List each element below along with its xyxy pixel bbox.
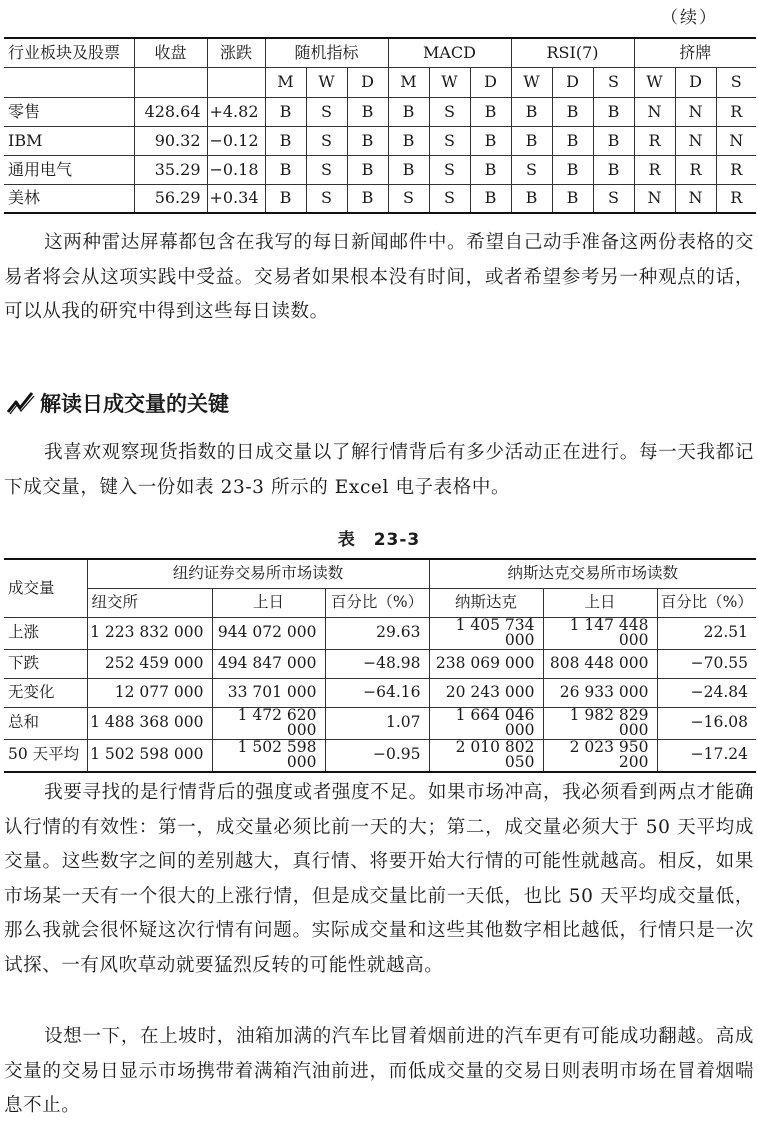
row-close: 90.32 xyxy=(134,126,207,155)
signal-cell: R xyxy=(716,184,756,213)
signal-cell: R xyxy=(634,155,675,184)
table-row xyxy=(4,126,756,155)
section-heading xyxy=(6,388,229,418)
signal-cell: S xyxy=(306,126,347,155)
subheader-cell: S xyxy=(593,67,634,97)
signal-cell: S xyxy=(306,155,347,184)
table-row xyxy=(4,739,756,772)
subheader-cell: D xyxy=(470,67,511,97)
header-nyse-group: 纽约证券交易所市场读数 xyxy=(87,559,429,588)
signal-cell: N xyxy=(675,184,716,213)
subheader-cell: 纽交所 xyxy=(87,588,212,617)
table-row xyxy=(4,678,756,707)
signal-cell: S xyxy=(429,155,470,184)
row-close: 56.29 xyxy=(134,184,207,213)
paragraph xyxy=(4,1020,754,1124)
signal-cell: B xyxy=(347,97,388,126)
subheader-cell: W xyxy=(511,67,552,97)
value-cell: 944 072 000 xyxy=(212,617,325,649)
row-change: +0.34 xyxy=(207,184,265,213)
signal-cell: R xyxy=(675,155,716,184)
header-stochastic: 随机指标 xyxy=(265,38,388,67)
signal-cell: B xyxy=(347,126,388,155)
signal-cell: B xyxy=(470,155,511,184)
value-cell: 22.51 xyxy=(657,617,756,649)
signal-cell: B xyxy=(552,184,593,213)
trend-line-icon xyxy=(6,390,36,416)
signal-cell: S xyxy=(511,155,552,184)
signal-cell: R xyxy=(716,155,756,184)
row-name: 通用电气 xyxy=(8,159,73,179)
indicator-table xyxy=(4,37,756,214)
signal-cell: B xyxy=(347,155,388,184)
signal-cell: R xyxy=(716,97,756,126)
subheader-cell: M xyxy=(265,67,306,97)
signal-cell: B xyxy=(470,97,511,126)
row-label: 总和 xyxy=(8,713,40,732)
signal-cell: B xyxy=(265,155,306,184)
paragraph xyxy=(4,226,754,330)
subheader-cell: S xyxy=(716,67,756,97)
value-cell: −17.24 xyxy=(657,739,756,772)
subheader-cell: D xyxy=(347,67,388,97)
value-cell: 1 502 598 000 xyxy=(87,739,212,772)
subheader-cell: D xyxy=(552,67,593,97)
signal-cell: S xyxy=(429,184,470,213)
value-cell: −48.98 xyxy=(325,649,429,678)
header-change: 涨跌 xyxy=(207,38,265,67)
table-subheader-row xyxy=(4,588,756,617)
value-cell: 494 847 000 xyxy=(212,649,325,678)
value-cell: 1 472 620 000 xyxy=(212,707,325,739)
signal-cell: S xyxy=(429,126,470,155)
paragraph-text: 我喜欢观察现货指数的日成交量以了解行情背后有多少活动正在进行。每一天我都记下成交量，键入一份如表 23-3 所示的 Excel 电子表格中。 xyxy=(4,442,754,498)
signal-cell: B xyxy=(265,126,306,155)
value-cell: 1 664 046 000 xyxy=(429,707,543,739)
paragraph-text: 设想一下，在上坡时，油箱加满的汽车比冒着烟前进的汽车更有可能成功翻越。高成交量的交易日显示市场携带着满箱汽油前进，而低成交量的交易日则表明市场在冒着烟喘息不止。 xyxy=(4,1026,754,1116)
signal-cell: B xyxy=(511,97,552,126)
signal-cell: B xyxy=(593,155,634,184)
table-row xyxy=(4,617,756,649)
value-cell: 12 077 000 xyxy=(87,678,212,707)
value-cell: 2 010 802 050 xyxy=(429,739,543,772)
signal-cell: B xyxy=(552,97,593,126)
table-row xyxy=(4,707,756,739)
value-cell: 808 448 000 xyxy=(543,649,657,678)
subheader-cell: W xyxy=(306,67,347,97)
subheader-cell: 上日 xyxy=(543,588,657,617)
table-header-row xyxy=(4,559,756,588)
signal-cell: B xyxy=(552,155,593,184)
subheader-cell: W xyxy=(634,67,675,97)
row-label: 上涨 xyxy=(8,623,40,642)
value-cell: 252 459 000 xyxy=(87,649,212,678)
row-name: 美林 xyxy=(8,188,41,208)
signal-cell: B xyxy=(388,155,429,184)
signal-cell: B xyxy=(552,126,593,155)
table-subheader-row xyxy=(4,67,756,97)
value-cell: 238 069 000 xyxy=(429,649,543,678)
subheader-blank xyxy=(4,67,134,97)
signal-cell: S xyxy=(593,184,634,213)
subheader-cell: 百分比（%） xyxy=(657,588,756,617)
value-cell: 2 023 950 200 xyxy=(543,739,657,772)
signal-cell: N xyxy=(716,126,756,155)
value-cell: −24.84 xyxy=(657,678,756,707)
row-label: 无变化 xyxy=(8,682,55,701)
header-close: 收盘 xyxy=(134,38,207,67)
subheader-cell: 纳斯达克 xyxy=(429,588,543,617)
signal-cell: B xyxy=(265,97,306,126)
table-header-row xyxy=(4,38,756,67)
header-volume: 成交量 xyxy=(8,578,55,597)
value-cell: −0.95 xyxy=(325,739,429,772)
value-cell: −64.16 xyxy=(325,678,429,707)
table-row xyxy=(4,184,756,213)
row-close: 428.64 xyxy=(134,97,207,126)
header-rsi: RSI(7) xyxy=(511,38,634,67)
header-sector: 行业板块及股票 xyxy=(8,42,121,62)
signal-cell: S xyxy=(388,184,429,213)
table-row xyxy=(4,649,756,678)
value-cell: −16.08 xyxy=(657,707,756,739)
subheader-blank xyxy=(134,67,207,97)
signal-cell: B xyxy=(593,126,634,155)
subheader-cell: W xyxy=(429,67,470,97)
signal-cell: B xyxy=(470,126,511,155)
value-cell: 1 502 598 000 xyxy=(212,739,325,772)
value-cell: 29.63 xyxy=(325,617,429,649)
value-cell: 33 701 000 xyxy=(212,678,325,707)
continued-label: （续） xyxy=(661,8,718,28)
signal-cell: N xyxy=(675,126,716,155)
row-name: 零售 xyxy=(8,101,41,121)
table-caption: 表 23-3 xyxy=(337,530,421,550)
signal-cell: S xyxy=(429,97,470,126)
signal-cell: B xyxy=(470,184,511,213)
value-cell: 20 243 000 xyxy=(429,678,543,707)
value-cell: 1 488 368 000 xyxy=(87,707,212,739)
row-close: 35.29 xyxy=(134,155,207,184)
subheader-cell: D xyxy=(675,67,716,97)
row-label: 下跌 xyxy=(8,653,40,672)
signal-cell: N xyxy=(634,184,675,213)
table-row xyxy=(4,97,756,126)
signal-cell: S xyxy=(306,97,347,126)
paragraph-text: 这两种雷达屏幕都包含在我写的每日新闻邮件中。希望自己动手准备这两份表格的交易者将会从这项实践中受益。交易者如果根本没有时间，或者希望参考另一种观点的话，可以从我的研究中得到这些每日读数。 xyxy=(4,232,754,322)
row-change: +4.82 xyxy=(207,97,265,126)
signal-cell: B xyxy=(593,97,634,126)
row-change: −0.18 xyxy=(207,155,265,184)
header-nasdaq-group: 纳斯达克交易所市场读数 xyxy=(429,559,756,588)
signal-cell: B xyxy=(388,97,429,126)
header-squeeze: 挤牌 xyxy=(634,38,756,67)
paragraph xyxy=(4,436,754,505)
subheader-cell: 上日 xyxy=(212,588,325,617)
value-cell: 1 147 448 000 xyxy=(543,617,657,649)
signal-cell: B xyxy=(265,184,306,213)
section-heading-text: 解读日成交量的关键 xyxy=(40,392,229,416)
signal-cell: S xyxy=(306,184,347,213)
header-macd: MACD xyxy=(388,38,511,67)
volume-table xyxy=(4,558,756,773)
value-cell: 1.07 xyxy=(325,707,429,739)
row-name: IBM xyxy=(8,130,43,150)
subheader-cell: M xyxy=(388,67,429,97)
value-cell: 1 223 832 000 xyxy=(87,617,212,649)
value-cell: 1 405 734 000 xyxy=(429,617,543,649)
signal-cell: B xyxy=(511,184,552,213)
signal-cell: B xyxy=(347,184,388,213)
value-cell: 26 933 000 xyxy=(543,678,657,707)
signal-cell: N xyxy=(675,97,716,126)
subheader-blank xyxy=(207,67,265,97)
signal-cell: B xyxy=(388,126,429,155)
row-change: −0.12 xyxy=(207,126,265,155)
paragraph-text: 我要寻找的是行情背后的强度或者强度不足。如果市场冲高，我必须看到两点才能确认行情的有效性：第一，成交量必须比前一天的大；第二，成交量必须大于 50 天平均成交量。这些数字之间的差别越大，真行情、将要开始大行情的可能性就越高。相反，如果市场某一天有一个很大的上涨行情，但是成交量比前一天低，也比 50 天平均成交量低，那么我就会很怀疑这次行情有问题。实际成交量和这些其他数字相比越低，行情只是一次试探、一有风吹草动就要猛烈反转的可能性就越高。 xyxy=(4,782,754,976)
paragraph xyxy=(4,776,754,983)
table-row xyxy=(4,155,756,184)
subheader-cell: 百分比（%） xyxy=(325,588,429,617)
value-cell: 1 982 829 000 xyxy=(543,707,657,739)
value-cell: −70.55 xyxy=(657,649,756,678)
signal-cell: B xyxy=(511,126,552,155)
signal-cell: N xyxy=(634,97,675,126)
row-label: 50 天平均 xyxy=(8,745,80,764)
signal-cell: R xyxy=(634,126,675,155)
